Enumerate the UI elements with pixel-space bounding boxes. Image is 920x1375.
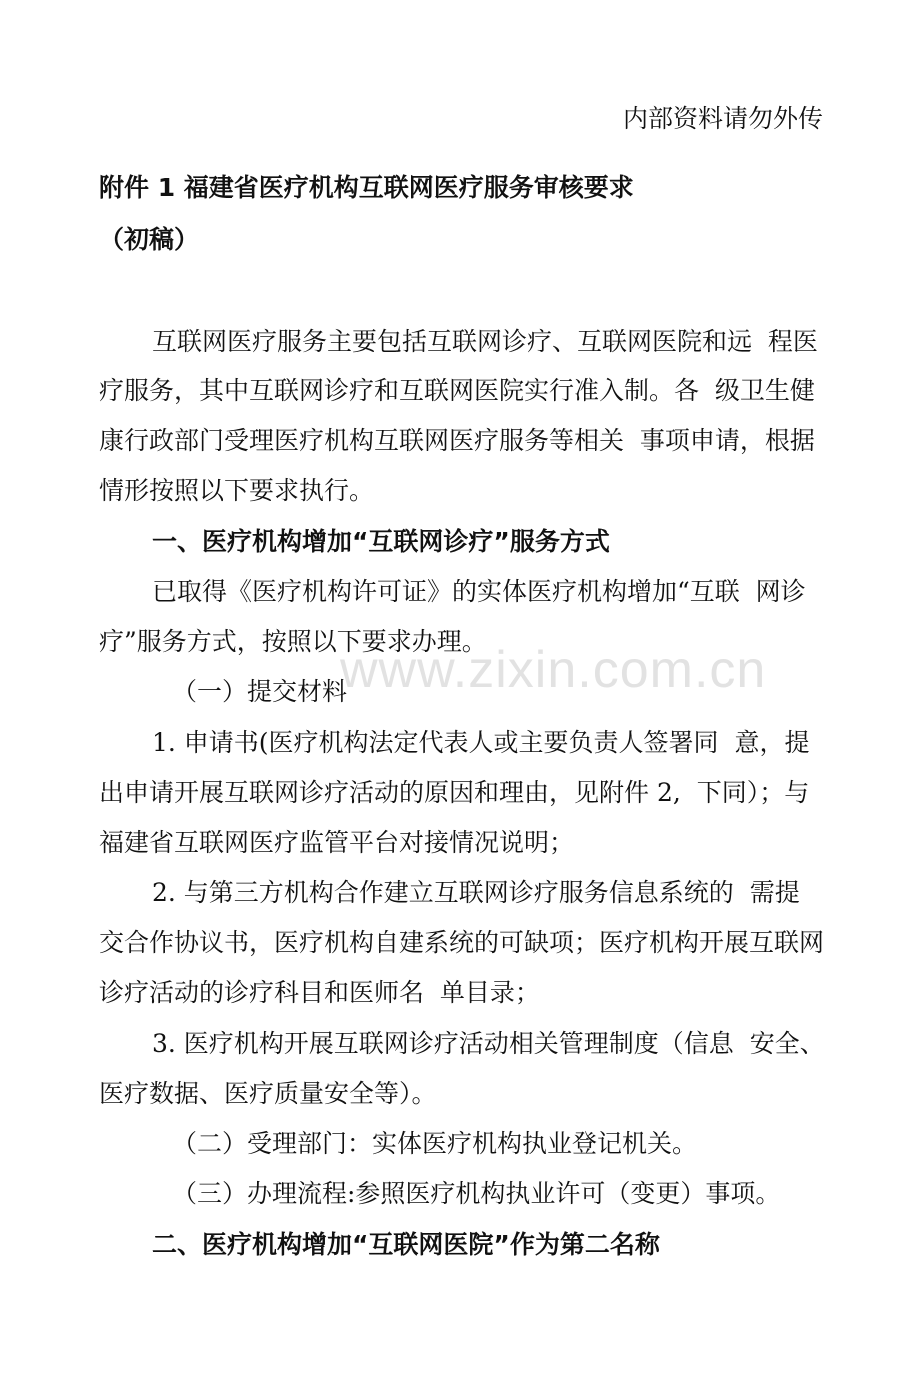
document-title-draft: （初稿） (99, 225, 200, 254)
subsection-3: （三）办理流程:参照医疗机构执业许可（变更）事项。 (172, 1179, 781, 1208)
section-1-heading: 一、医疗机构增加“互联网诊疗”服务方式 (152, 527, 610, 556)
document-title: 附件 1 福建省医疗机构互联网医疗服务审核要求 (99, 173, 634, 202)
subsection-1-heading: （一）提交材料 (172, 677, 348, 706)
item-1-line-3: 福建省互联网医疗监管平台对接情况说明； (99, 828, 575, 857)
section-1-para-line-1: 已取得《医疗机构许可证》的实体医疗机构增加“互联 网诊 (152, 577, 806, 606)
intro-line-2: 疗服务，其中互联网诊疗和互联网医院实行准入制。各 级卫生健 (99, 376, 815, 405)
item-1-line-2: 出申请开展互联网诊疗活动的原因和理由，见附件 2, 下同）；与 (99, 778, 810, 807)
item-3-line-1: 3. 医疗机构开展互联网诊疗活动相关管理制度（信息 安全、 (152, 1029, 825, 1058)
item-1-line-1: 1. 申请书(医疗机构法定代表人或主要负责人签署同 意，提 (152, 728, 810, 757)
section-1-para-line-2: 疗”服务方式，按照以下要求办理。 (99, 627, 487, 656)
intro-line-1: 互联网医疗服务主要包括互联网诊疗、互联网医院和远 程医 (152, 327, 818, 356)
confidential-note: 内部资料请勿外传 (622, 104, 823, 133)
item-2-line-1: 2. 与第三方机构合作建立互联网诊疗服务信息系统的 需提 (152, 878, 800, 907)
intro-line-4: 情形按照以下要求执行。 (99, 476, 375, 505)
watermark: www.zixin.com.cn (340, 641, 767, 699)
intro-line-3: 康行政部门受理医疗机构互联网医疗服务等相关 事项申请，根据 (99, 426, 815, 455)
item-2-line-2: 交合作协议书，医疗机构自建系统的可缺项；医疗机构开展互联网 (99, 928, 825, 957)
section-2-heading: 二、医疗机构增加“互联网医院”作为第二名称 (152, 1230, 660, 1259)
item-3-line-2: 医疗数据、医疗质量安全等）。 (99, 1079, 437, 1108)
subsection-2: （二）受理部门：实体医疗机构执业登记机关。 (172, 1129, 698, 1158)
item-2-line-3: 诊疗活动的诊疗科目和医师名 单目录； (99, 978, 540, 1007)
